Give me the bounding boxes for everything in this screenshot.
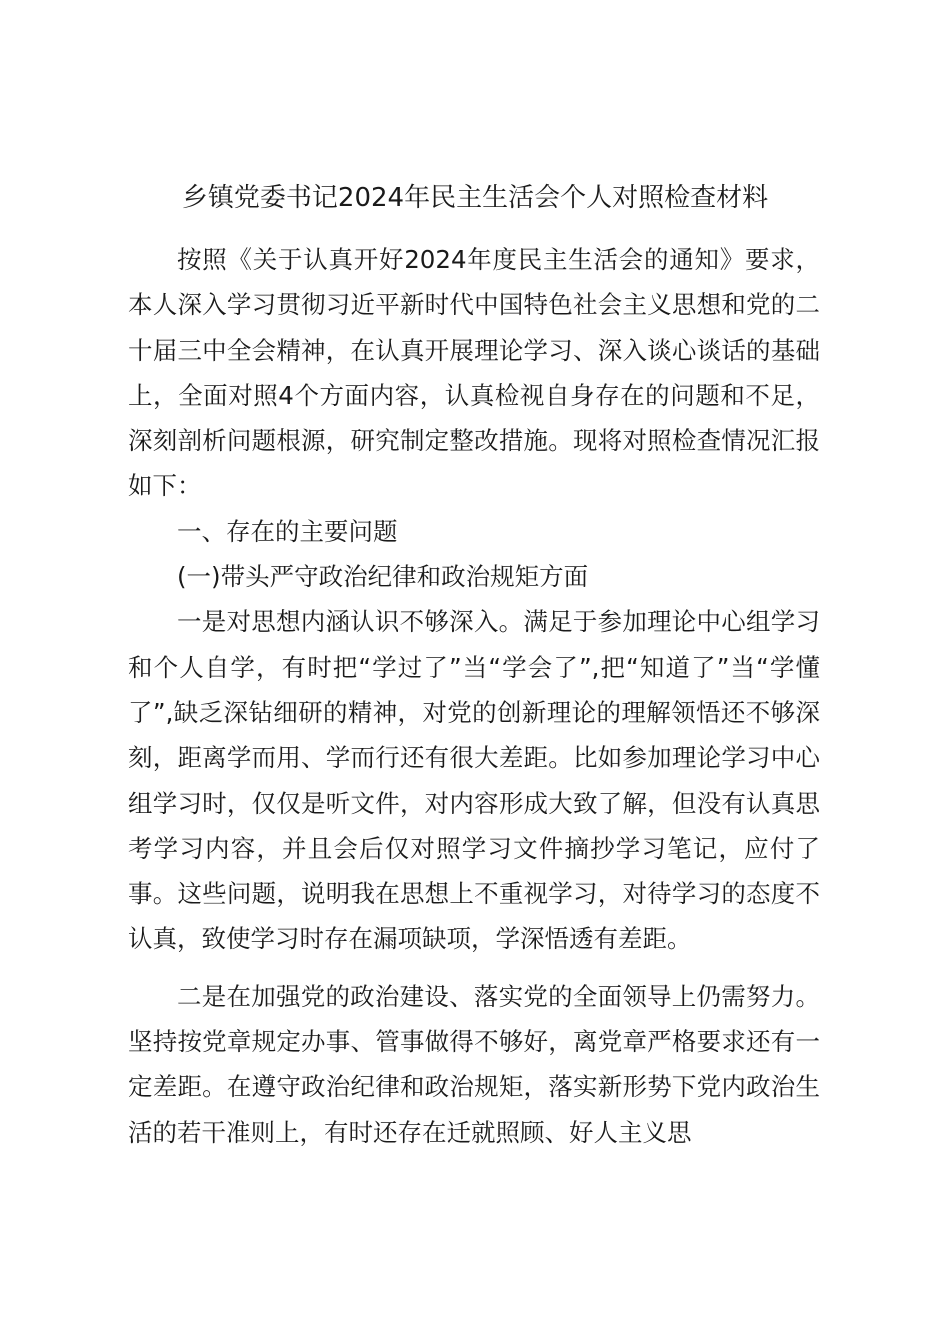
- subsection-heading: (一)带头严守政治纪律和政治规矩方面: [177, 562, 589, 592]
- issue-paragraph-2: 二是在加强党的政治建设、落实党的全面领导上仍需努力。坚持按党章规定办事、管事做得不够好，离党章严格要求还有一定差距。在遵守政治纪律和政治规矩，落实新形势下党内政治生活的若干准则上，有时还存在迁就照顾、好人主义思: [128, 981, 820, 1147]
- document-body: [128, 237, 820, 1155]
- issue-paragraph-1: 一是对思想内涵认识不够深入。满足于参加理论中心组学习和个人自学，有时把“学过了”当“学会了”,把“知道了”当“学懂了”,缺乏深钻细研的精神，对党的创新理论的理解领悟还不够深刻，距离学而用、学而行还有很大差距。比如参加理论学习中心组学习时，仅仅是听文件，对内容形成大致了解，但没有认真思考学习内容，并且会后仅对照学习文件摘抄学习笔记，应付了事。这些问题，说明我在思想上不重视学习，对待学习的态度不认真，致使学习时存在漏项缺项，学深悟透有差距。: [128, 607, 820, 954]
- document-title: 乡镇党委书记2024年民主生活会个人对照检查材料: [181, 183, 769, 213]
- section-heading: 一、存在的主要问题: [177, 516, 398, 546]
- intro-paragraph: 按照《关于认真开好2024年度民主生活会的通知》要求，本人深入学习贯彻习近平新时代中国特色社会主义思想和党的二十届三中全会精神，在认真开展理论学习、深入谈心谈话的基础上，全面对照4个方面内容，认真检视自身存在的问题和不足，深刻剖析问题根源，研究制定整改措施。现将对照检查情况汇报如下：: [128, 245, 820, 501]
